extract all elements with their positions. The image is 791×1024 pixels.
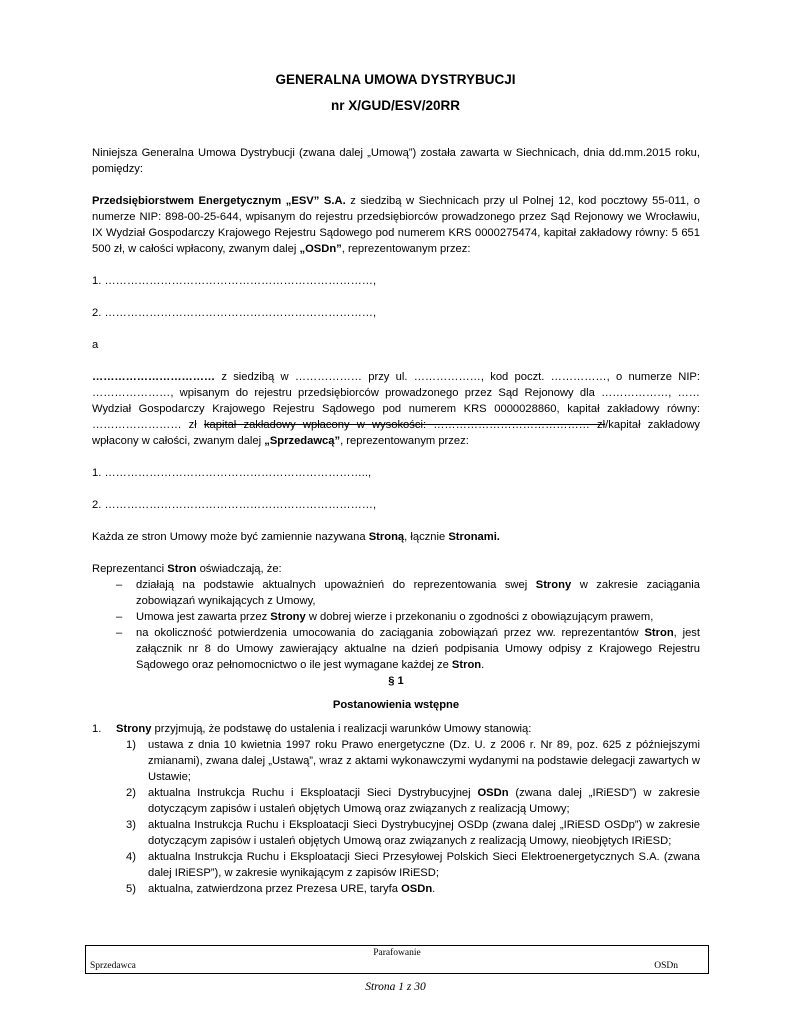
representatives-intro (92, 561, 700, 577)
footer-osdn-label: OSDn (654, 961, 678, 971)
representatives-strong: Stron (167, 563, 197, 575)
sub-item-text: . (432, 883, 436, 895)
sub-item-text: aktualna Instrukcja Ruchu i Eksploatacji Sieci Przesyłowej Polskich Sieci Elektroenergetycznych S.A. (zwana dalej IRiESP”), w zakresie wynikającym z zapisów IRiESD; (148, 851, 700, 879)
item-text: przyjmują, że podstawę do ustalenia i realizacji warunków Umowy stanowią: (151, 723, 532, 735)
representatives-list (92, 577, 700, 673)
item-strong: Strony (270, 611, 306, 623)
party1-details: z siedzibą w Siechnicach przy ul Polnej 12, kod pocztowy 55-011, o numerze NIP: 898-00-25-644, wpisanym do rejestru przedsiębiorców prowadzonego przez Sąd Rejonowy we Wrocławiu, IX Wydział Gospodarczy Krajowego Rejestru Sądowego pod numerem KRS 0000275474, kapitał zakładowy równy: 5 651 500 zł, w całości wpłacony, zwanym dalej (92, 195, 700, 255)
sub-list-item (116, 737, 700, 785)
sub-list-item (116, 849, 700, 881)
sub-item-text: (zwana dalej „IRiESD”) w zakresie dotyczącym zapisów i ustaleń objętych Umową oraz związanych z realizacją Umowy; (148, 787, 700, 815)
party2-representative-2: 2. ………………………………………………………………, (92, 499, 377, 511)
dash-bullet: – (116, 611, 123, 623)
item-text: w dobrej wierze i przekonaniu o zgodności z obowiązującym prawem, (305, 611, 654, 623)
dash-bullet: – (116, 627, 123, 639)
sub-item-number: 4) (126, 851, 136, 863)
parties-note-strona: Stroną (368, 531, 405, 543)
parties-note-mid: , łącznie (404, 531, 449, 543)
list-item (92, 577, 700, 609)
party2-name: …………………………… (92, 371, 216, 383)
sub-item-number: 5) (126, 883, 136, 895)
sub-list-item (116, 785, 700, 817)
footer-parafowanie-label: Parafowanie (373, 948, 421, 958)
parties-note-strony: Stronami. (448, 531, 500, 543)
sub-item-number: 3) (126, 819, 136, 831)
section-title: Postanowienia wstępne (332, 699, 460, 711)
section1-list (92, 721, 700, 897)
document-number: nr X/GUD/ESV/20RR (330, 98, 461, 113)
item-text: na okoliczność potwierdzenia umocowania do zaciągania zobowiązań przez ww. reprezentantów (136, 627, 645, 639)
sub-item-text: aktualna Instrukcja Ruchu i Eksploatacji Sieci Dystrybucyjnej OSDp (zwana dalej „IRiESD OSDp”) w zakresie dotyczącym zapisów i ustaleń objętych Umową oraz związanych z realizacją Umowy, nieobjętych IRiESD; (148, 819, 700, 847)
list-item (92, 625, 700, 673)
party2-struck-text: kapitał zakładowy wpłacony w wysokości: …………………………………… zł (203, 419, 606, 431)
party2-part2: /kapitał zakładowy wpłacony w całości, zwanym dalej (92, 419, 701, 447)
conjunction-and: a (92, 339, 99, 351)
parties-note-pre: Każda ze stron Umowy może być zamiennie nazywana (92, 531, 369, 543)
item-text: Umowa jest zawarta przez (136, 611, 271, 623)
item-text: , jest załącznik nr 8 do Umowy zawierający aktualne na dzień podpisania Umowy odpisy z Krajowego Rejestru Sądowego oraz pełnomocnictwo o ile jest wymagane każdej ze (136, 627, 700, 671)
parties-note (92, 529, 700, 545)
list-item (92, 721, 700, 897)
sub-item-text: ustawa z dnia 10 kwietnia 1997 roku Prawo energetyczne (Dz. U. z 2006 r. Nr 89, poz. 625 z późniejszymi zmianami), zwana dalej „Ustawą”, wraz z aktami wykonawczymi wydanymi na podstawie delegacji zawartych w Ustawie; (148, 739, 700, 783)
sub-item-strong: OSDn (477, 787, 509, 799)
dash-bullet: – (116, 579, 123, 591)
list-item (92, 609, 700, 625)
party2-alias: „Sprzedawcą” (264, 435, 341, 447)
sub-item-number: 1) (126, 739, 136, 751)
party1-alias: „OSDn” (299, 243, 342, 255)
document-title: GENERALNA UMOWA DYSTRYBUCJI (275, 72, 516, 87)
party1-tail: , reprezentowanym przez: (341, 243, 471, 255)
document-body (92, 145, 700, 897)
sub-list-item (116, 881, 700, 897)
page-number: Strona 1 z 30 (365, 981, 426, 993)
party1-representative-2: 2. ………………………………………………………………, (92, 307, 377, 319)
item-number: 1. (92, 723, 102, 735)
item-strong: Strony (535, 579, 572, 591)
party2-representative-1: 1. …………………………………………………………….., (92, 467, 372, 479)
item-strong: Stron (451, 659, 482, 671)
intro-paragraph: Niniejsza Generalna Umowa Dystrybucji (zwana dalej „Umową”) została zawarta w Siechnicach, dnia dd.mm.2015 roku, pomiędzy: (92, 147, 700, 175)
item-text: . (481, 659, 485, 671)
representatives-pre: Reprezentanci (92, 563, 168, 575)
sub-list (116, 737, 700, 897)
section-number: § 1 (388, 675, 404, 687)
party2-tail: , reprezentowanym przez: (340, 435, 469, 447)
sub-list-item (116, 817, 700, 849)
sub-item-number: 2) (126, 787, 136, 799)
party1-paragraph (92, 193, 700, 257)
sub-item-text: aktualna, zatwierdzona przez Prezesa URE, taryfa (148, 883, 402, 895)
initials-footer (85, 945, 709, 974)
party1-representative-1: 1. ………………………………………………………………, (92, 275, 377, 287)
item-text: w zakresie zaciągania zobowiązań wynikających z Umowy, (136, 579, 700, 607)
item-strong: Strony (116, 723, 152, 735)
party2-part1: z siedzibą w ……………… przy ul. ………………, kod poczt. ……………, o numerze NIP: …………………, wpisanym do rejestru przedsiębiorców prowadzonego przez Sąd Rejonowy dla ………………, …… Wydział Gospodarczy Krajowego Rejestru Sądowego pod numerem KRS 0000028860, kapitał zakładowy równy: …………………… zł (92, 371, 700, 431)
sub-item-text: aktualna Instrukcja Ruchu i Eksploatacji Sieci Dystrybucyjnej (148, 787, 478, 799)
footer-seller-label: Sprzedawca (90, 961, 136, 971)
party2-paragraph (92, 369, 700, 449)
party1-name: Przedsiębiorstwem Energetycznym „ESV” S.A. (92, 195, 346, 207)
item-text: działają na podstawie aktualnych upoważnień do reprezentowania swej (136, 579, 536, 591)
sub-item-strong: OSDn (401, 883, 433, 895)
representatives-post: oświadczają, że: (196, 563, 282, 575)
item-strong: Stron (644, 627, 674, 639)
